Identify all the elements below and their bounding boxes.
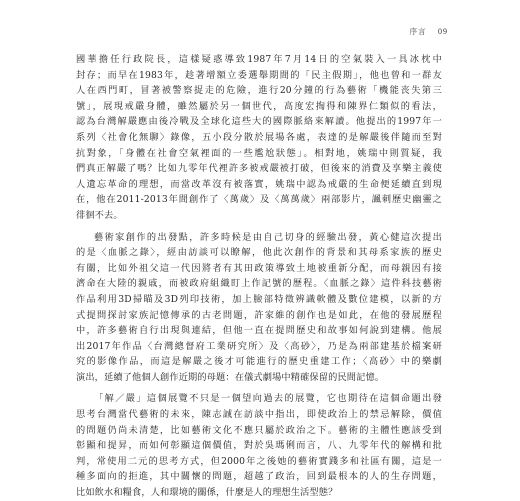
text-line: 思考台灣當代藝術的未來，陳志誠在訪談中指出，即使政治上的禁忌解除，價值 bbox=[76, 409, 442, 421]
text-line: 認為台灣解嚴應由後冷戰及全球化這些大的國際脈絡來解讀。他提出的1997年一 bbox=[76, 116, 442, 128]
text-line: 們真正解嚴了嗎？比如九零年代裡許多被戒嚴被打破，但後來的消費及享樂主義使 bbox=[76, 163, 442, 175]
text-line: 封存；而早在1983年，趁著增額立委選舉期間的「民主假期」，他也曾和一群友 bbox=[76, 69, 442, 81]
text-line: 的是〈血脈之錄〉，經由訪談可以瞭解，他此次創作的背景和其母系家族的歷史 bbox=[76, 247, 442, 259]
running-head bbox=[410, 26, 448, 37]
text-line: 究的影像作品，而這是解嚴之後才可能進行的歷史重建工作；〈高砂〉中的樂劇 bbox=[76, 356, 442, 368]
text-line: 的問題仍尚未清楚，比如藝術文化不應只屬於政治之下。藝術的主體性應該受到 bbox=[76, 424, 442, 436]
page-number: 09 bbox=[438, 27, 448, 36]
text-line: 人遺忘革命的理想，而當改革沒有被落實，姚瑞中認為戒嚴的生命便延續直到現 bbox=[76, 178, 442, 190]
text-line: 徘徊不去。 bbox=[76, 209, 123, 221]
text-line: 藝術家創作的出發點，許多時候是由自己切身的經驗出發，黃心健這次提出 bbox=[94, 231, 442, 243]
text-line: 「解／嚴」這個展覽不只是一個望向過去的展覽，它也期待在這個命題出發 bbox=[94, 393, 442, 405]
text-line: 式提問探討家族記憶傳承的古老問題，許家維的創作也是如此，在他的發展歷程 bbox=[76, 309, 442, 321]
text-line: 人在西門町，冒著被警察捉走的危險，進行20分鐘的行為藝術「機能丧失第三 bbox=[76, 85, 442, 97]
section-title: 序言 bbox=[409, 27, 427, 36]
text-line: 抗對象，「身體在社會空氣裡面的一些尷尬狀態」。相對地，姚瑞中則質疑，我 bbox=[76, 147, 442, 159]
text-line: 彰顯和提昇，而如何彰顯這個價值，對於吳瑪俐而言，八、九零年代的解構和批 bbox=[76, 440, 442, 452]
text-line: 系列〈社會化無聊〉錄像，五小段分散於展場各處，表達的是解嚴後伴隨而至對 bbox=[76, 131, 442, 143]
paragraph bbox=[76, 230, 442, 386]
text-line: 有關，比如外祖父這一代因將者有其田政策導致土地被重新分配，而母親因有接 bbox=[76, 262, 442, 274]
text-line: 中，許多藝術自行出現與連結，但他一直在提問歷史和故事如何說到建構。他展 bbox=[76, 325, 442, 337]
text-line: 比如飲水和糧食，人和環境的關係，什麼是人的理想生活型態？ bbox=[76, 487, 338, 499]
text-line: 演出，延續了他個人創作近期的母題：在儀式劇場中精確保留的民間記憶。 bbox=[76, 371, 385, 383]
text-line: 作品利用3D掃瞄及3D列印技術，加上臉部特徵辨識軟體及數位建模，以新的方 bbox=[76, 293, 442, 305]
text-line: 在，他在2011-2013年間創作了〈萬歲〉及〈萬萬歲〉兩部影片，諷刺歷史幽靈之 bbox=[76, 194, 442, 206]
paragraph bbox=[76, 52, 442, 224]
text-line: 國華擔任行政院長，這樣疑惑導致1987年7月14日的空氣裝入一具冰枕中 bbox=[76, 54, 442, 65]
body-text bbox=[76, 52, 442, 501]
text-line: 濟命在大陸的親戚，而被政府組織盯上作記號的歷程。〈血脈之錄〉這件科技藝術 bbox=[76, 278, 442, 290]
text-line: 出2017年作品〈台灣總督府工業研究所〉及〈高砂〉，乃是為兩部建基於檔案研 bbox=[76, 340, 442, 352]
text-line: 判，常使用二元的思考方式，但2000年之後她的藝術實踐多和社區有關，這是一 bbox=[76, 455, 442, 467]
text-line: 號」，展現戒嚴身體，雖然屬於另一個世代，高度宏掏得和陳界仁類似的看法， bbox=[76, 100, 442, 112]
paragraph bbox=[76, 391, 442, 500]
text-line: 種多面向的拒進，其中關懷的問題，超越了政治，回到最根本的人的生存問題， bbox=[76, 471, 442, 483]
